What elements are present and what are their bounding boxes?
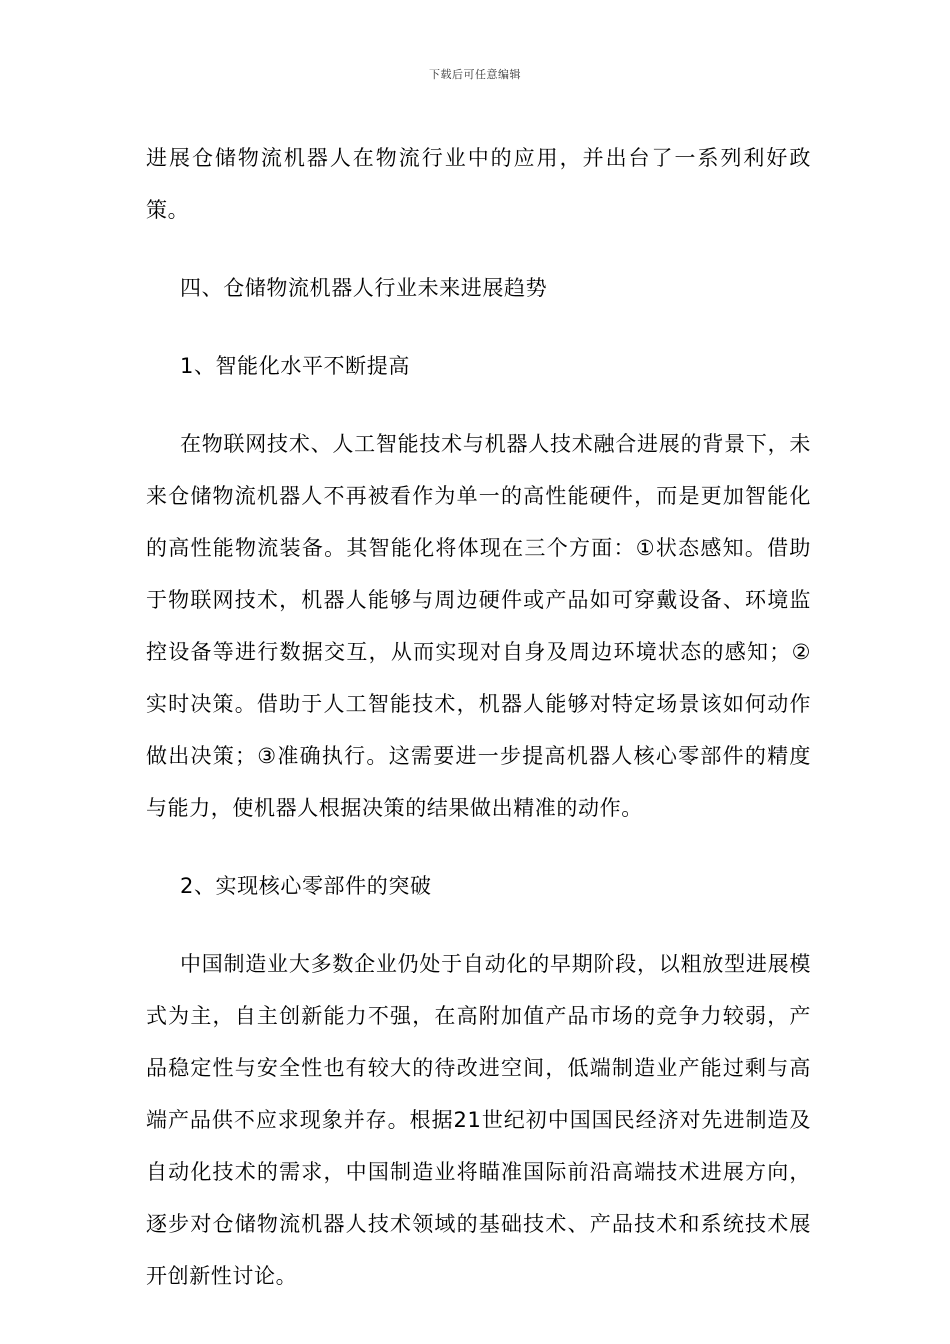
paragraph-core-components: 中国制造业大多数企业仍处于自动化的早期阶段，以粗放型进展模式为主，自主创新能力不强，在高附加值产品市场的竞争力较弱，产品稳定性与安全性也有较大的待改进空间，低端制造业产能过剩与高端产品供不应求现象并存。根据21世纪初中国国民经济对先进制造及自动化技术的需求，中国制造业将瞄准国际前沿高端技术进展方向，逐步对仓储物流机器人技术领域的基础技术、产品技术和系统技术展开创新性讨论。	[146, 952, 811, 1288]
document-body	[146, 132, 811, 1302]
subsection-heading-1: 1、智能化水平不断提高	[180, 354, 410, 378]
page-header: 下载后可任意编辑	[429, 68, 521, 81]
section-heading: 四、仓储物流机器人行业未来进展趋势	[180, 276, 548, 300]
paragraph-intelligence: 在物联网技术、人工智能技术与机器人技术融合进展的背景下，未来仓储物流机器人不再被看作为单一的高性能硬件，而是更加智能化的高性能物流装备。其智能化将体现在三个方面：①状态感知。借助于物联网技术，机器人能够与周边硬件或产品如可穿戴设备、环境监控设备等进行数据交互，从而实现对自身及周边环境状态的感知；②实时决策。借助于人工智能技术，机器人能够对特定场景该如何动作做出决策；③准确执行。这需要进一步提高机器人核心零部件的精度与能力，使机器人根据决策的结果做出精准的动作。	[146, 432, 811, 820]
subsection-heading-2: 2、实现核心零部件的突破	[180, 874, 432, 898]
paragraph-continuation: 进展仓储物流机器人在物流行业中的应用，并出台了一系列利好政策。	[146, 146, 811, 222]
